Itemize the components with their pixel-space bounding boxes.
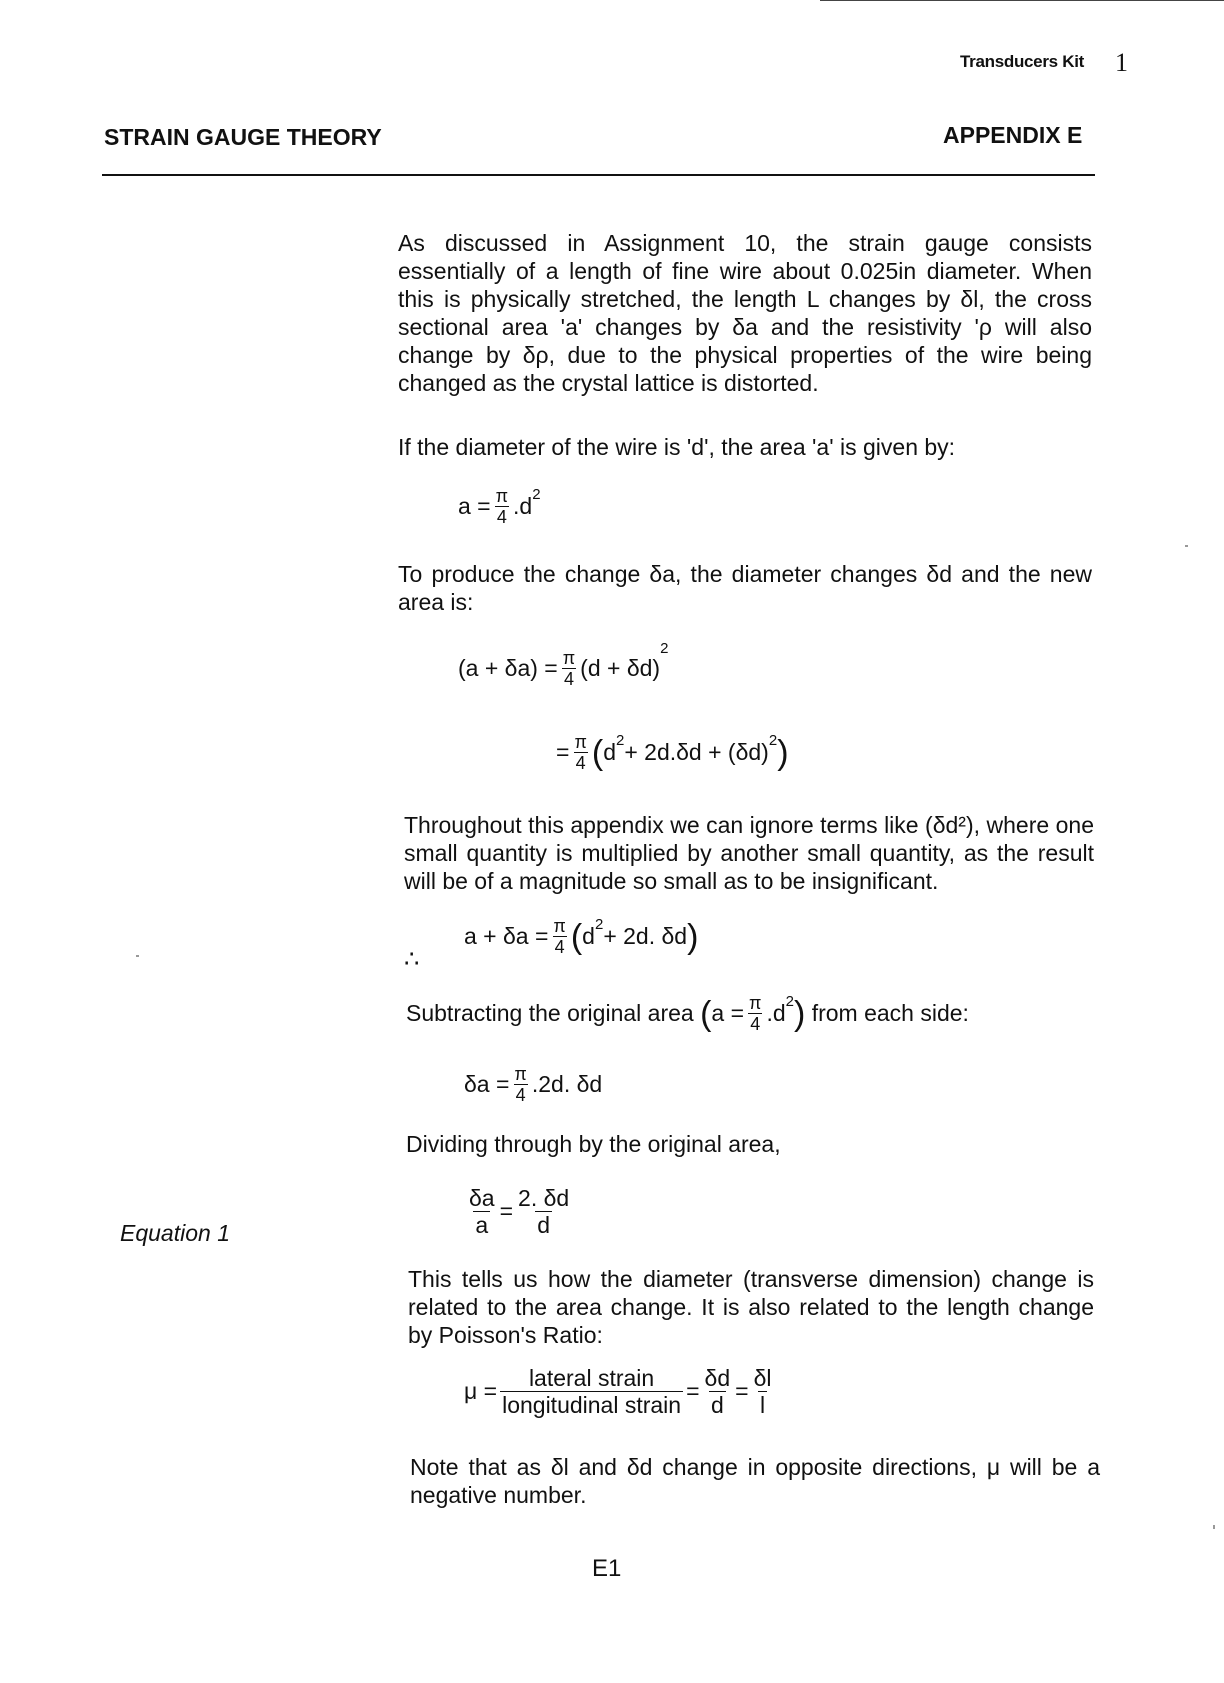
approximation-paragraph: Throughout this appendix we can ignore terms like (δd²), where one small quantity is multiplied by another small quantity, as the result will be of a magnitude so small as to be insignificant. <box>404 812 1094 894</box>
change-paragraph: To produce the change δa, the diameter changes δd and the new area is: <box>398 561 1092 615</box>
eq-new-lhs: (a + δa) = <box>458 655 558 681</box>
dividing-paragraph: Dividing through by the original area, <box>406 1131 781 1157</box>
pi-over-4: $\frac{\pi}{4}$ <box>574 732 587 773</box>
pi-over-4: $\frac{\pi}{4}$ <box>553 916 566 957</box>
note-paragraph: Note that as δl and δd change in opposite directions, μ will be a negative number. <box>410 1454 1100 1508</box>
header-rule <box>102 174 1095 176</box>
pi-over-4: $\frac{\pi}{4}$ <box>514 1064 527 1105</box>
page-number: 1 <box>1115 48 1128 77</box>
pi-over-4: $\frac{\pi}{4}$ <box>562 648 576 689</box>
diameter-paragraph: If the diameter of the wire is 'd', the area 'a' is given by: <box>398 434 956 460</box>
pi-over-4: $\frac{\pi}{4}$ <box>495 486 509 527</box>
equation-delta-a: δa = $\frac{\pi}{4}$ .2d. δd <box>464 1064 603 1105</box>
intro-paragraph: As discussed in Assignment 10, the strain gauge consists essentially of a length of fine wire about 0.025in diameter. When this is physically stretched, the length L changes by δl, the cross sectional area 'a' changes by δa and the resistivity 'ρ will also change by δρ, due to the physical properties of the wire being changed as the crystal lattice is distorted. <box>398 230 1092 396</box>
scan-speck <box>136 955 139 957</box>
poisson-paragraph: This tells us how the diameter (transverse dimension) change is related to the area change. It is also related to the length change by Poisson's Ratio: <box>408 1266 1094 1348</box>
equation-1: $\frac{\delta a}{a}$ = $\frac{2. \delta d}{d}$ <box>469 1185 570 1238</box>
top-edge-line <box>820 0 1224 1</box>
appendix-label: APPENDIX E <box>943 122 1083 148</box>
equation-1-label: Equation 1 <box>120 1220 230 1246</box>
eq-area-rhs: .d <box>513 493 533 519</box>
kit-name: Transducers Kit <box>960 52 1084 71</box>
page-footer: E1 <box>592 1555 622 1582</box>
equation-approx: a + δa = $\frac{\pi}{4}$ ( d 2 + 2d. δd ) <box>464 916 699 957</box>
pi-over-4: $\frac{\pi}{4}$ <box>749 993 762 1034</box>
eq-area-lhs: a = <box>458 493 491 519</box>
therefore-symbol: ∴ <box>404 946 420 973</box>
scan-speck <box>1213 1525 1215 1529</box>
equation-poisson: μ = $\frac{\text{lateral strain}}{\text{longitudinal strain}}$ = $\frac{\delta d}{d}$ = $\frac{\delta l}{l}$ <box>464 1365 772 1418</box>
page-title: STRAIN GAUGE THEORY <box>104 124 382 150</box>
equation-expanded: = $\frac{\pi}{4}$ ( d 2 + 2d.δd + (δd) 2 ) <box>556 732 789 773</box>
equation-area: a = $\frac{\pi}{4}$ .d 2 <box>458 486 541 527</box>
scan-speck <box>1185 545 1188 547</box>
subtracting-line: Subtracting the original area ( a = $\frac{\pi}{4}$ .d 2 ) from each side: <box>406 993 969 1034</box>
equation-new-area: (a + δa) = $\frac{\pi}{4}$ (d + δd) 2 <box>458 640 669 689</box>
eq-new-rhs: (d + δd) <box>580 655 661 681</box>
